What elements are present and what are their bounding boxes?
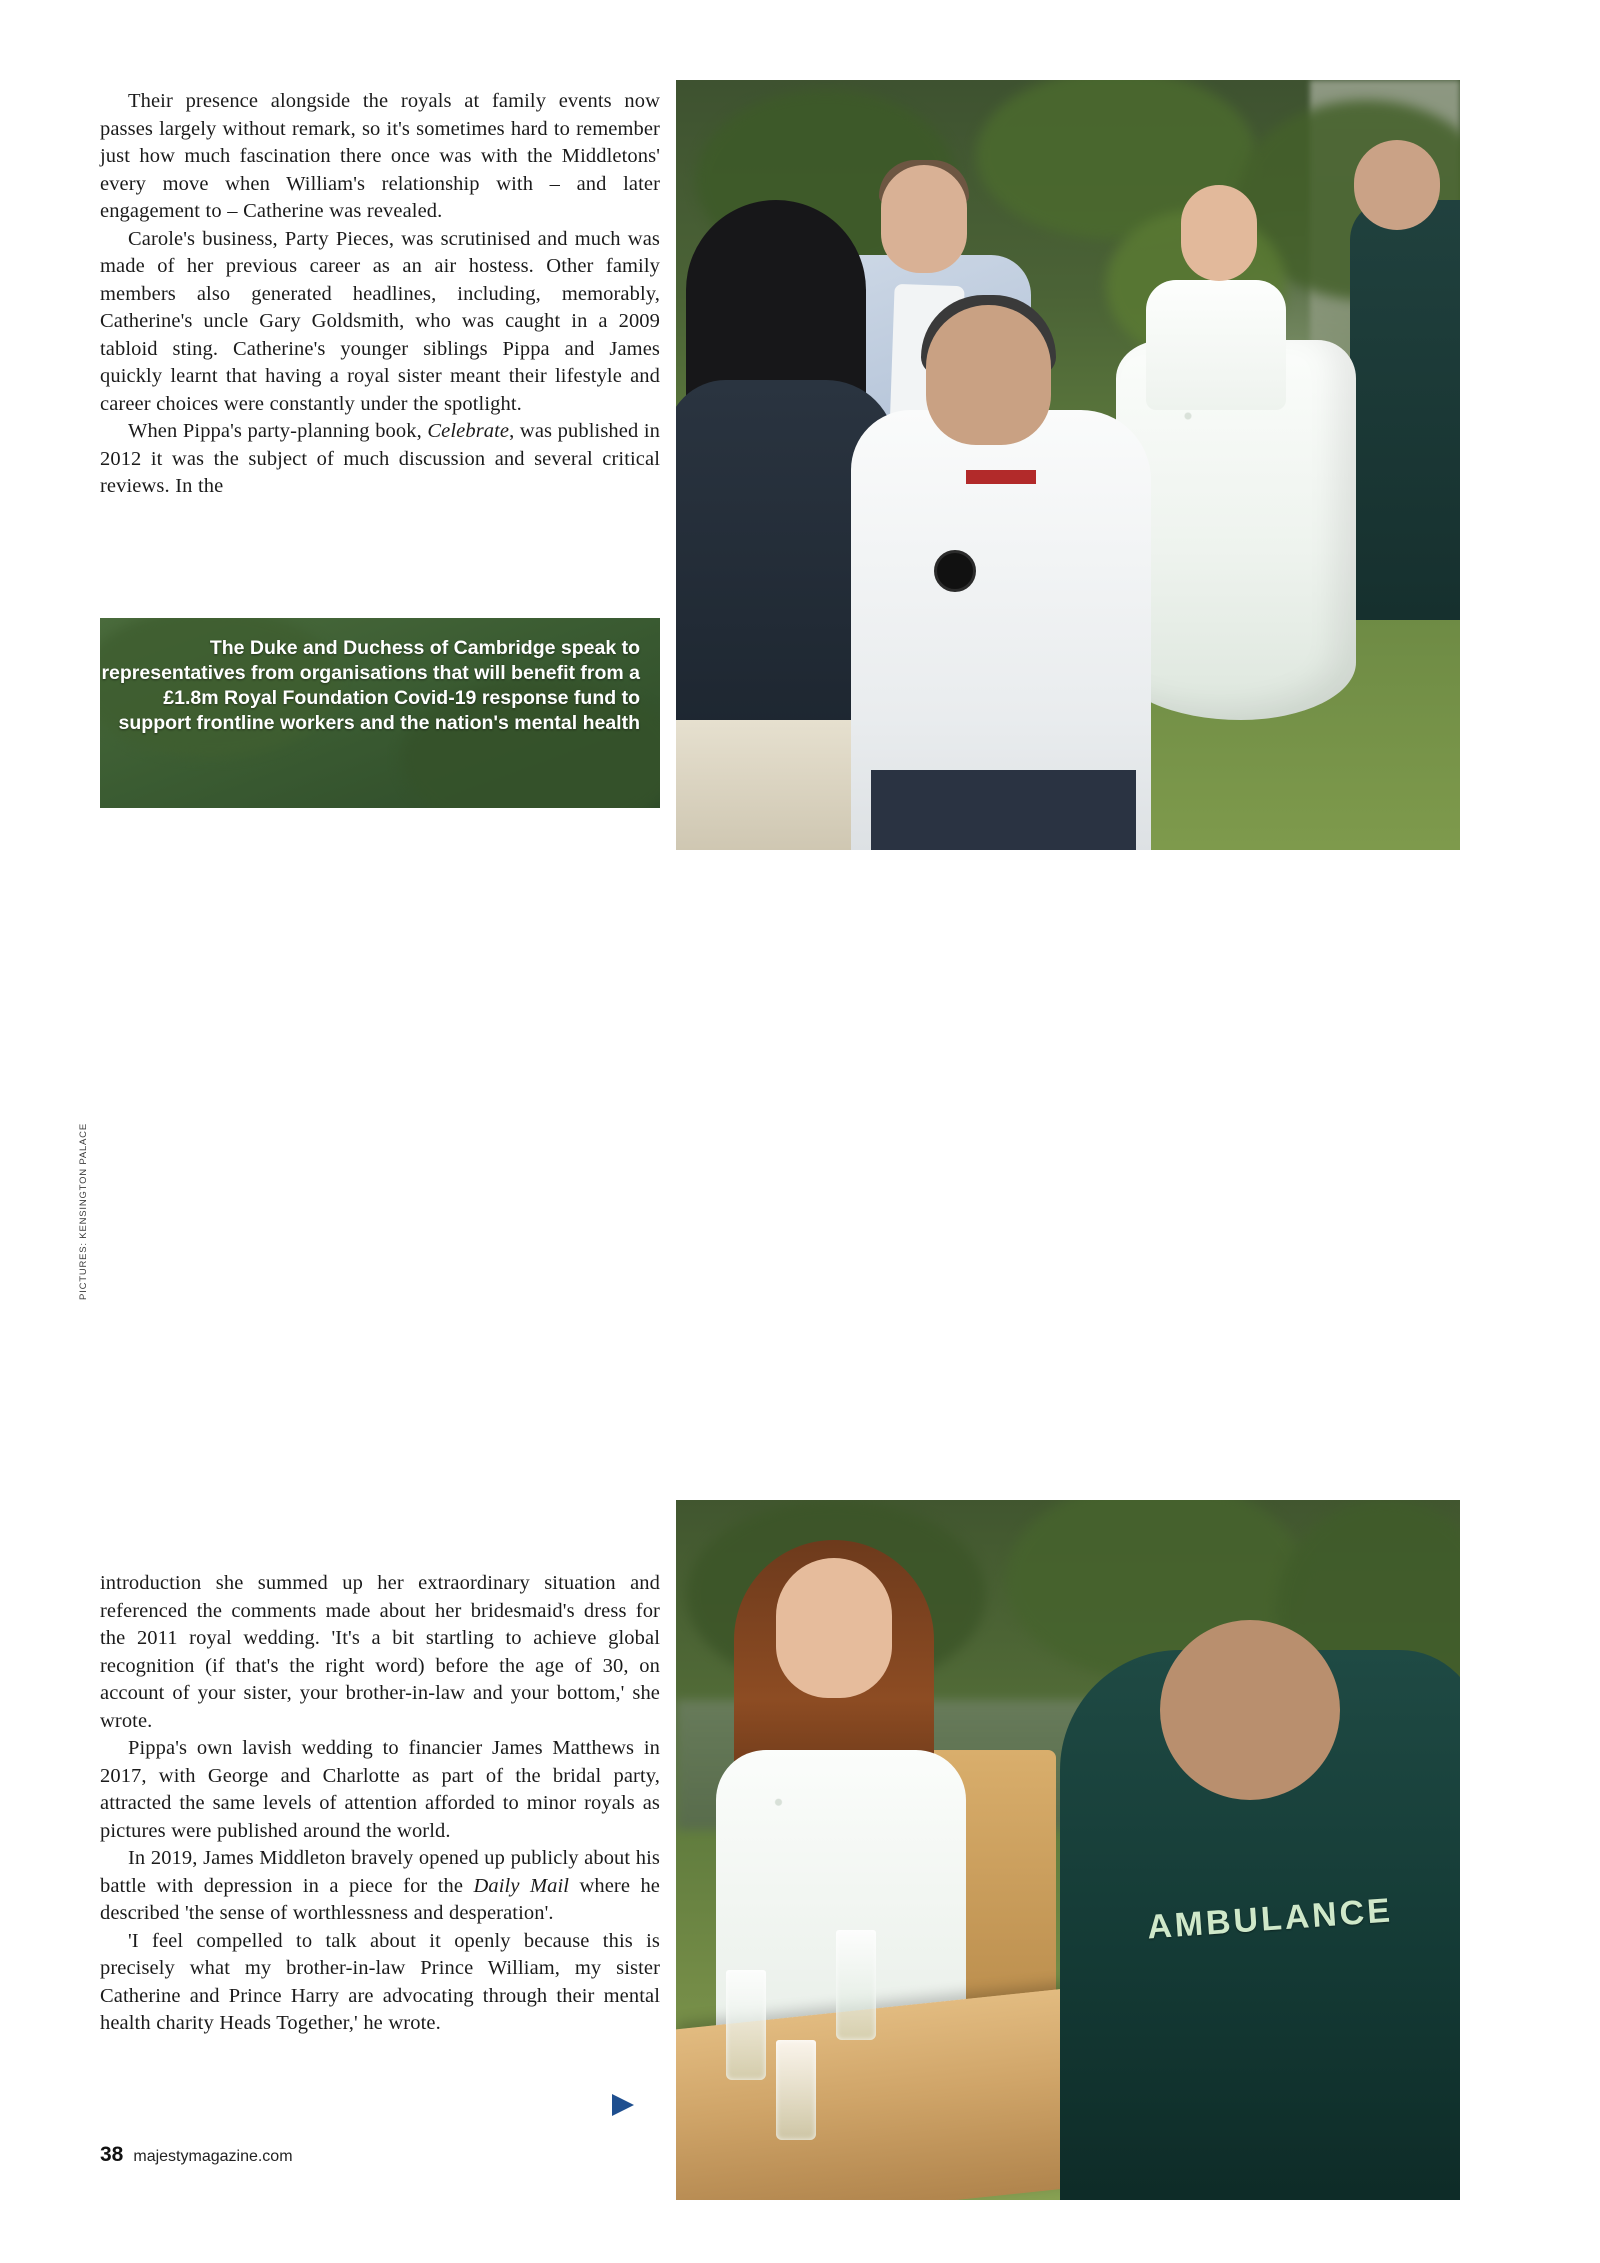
table-leg [400,980,416,1160]
person-trousers [720,1140,920,1410]
person-shirt [592,900,648,1040]
water-glass [836,1930,876,2040]
person-head [881,165,967,273]
paragraph: introduction she summed up her extraordinary situation and referenced the comments made about her bridesmaid's dress for the 2011 royal wedding. 'It's a bit startling to achieve global recognition (if that's the right word) before the age of 30, on account of your sister, your brother-in-law and your bottom,' she wrote. [100,1572,660,1732]
table-leg [680,972,696,1162]
paragraph [100,418,660,501]
photo-duchess-seated [676,1500,1460,2200]
person-head [590,820,656,900]
person-head [210,870,290,960]
water-glass [472,830,492,888]
person-head [340,840,414,926]
table-leg [800,920,816,1070]
page-footer [100,2143,293,2167]
police-hat [600,845,710,901]
paragraph-part: When Pippa's party-planning book, [128,420,428,442]
paragraph: Carole's business, Party Pieces, was scrutinised and much was made of her previous career as an air hostess. Other family members also generated headlines, including, memorably, Catherine's uncle Gary Goldsmith, who was caught in a 2009 tabloid sting. Catherine's younger siblings Pippa and James quickly learnt that having a royal sister meant their lifestyle and career choices were constantly under the spotlight. [100,227,660,415]
photo-duke-duchess-standing [676,80,1460,850]
paragraph-part: In 2019, James Middleton bravely opened up publicly about his battle with depression in a piece for the [100,1847,660,1897]
garden-chair [1155,940,1345,1240]
table-leg [1080,920,1096,1080]
person-trousers [871,770,1136,850]
paragraph: Their presence alongside the royals at family events now passes largely without remark, so it's sometimes hard to remember just how much fascination there once was with the Middletons' every move when William's relationship with – and later engagement to – Catherine was revealed. [100,90,660,222]
ambulance-uniform-text: AMBULANCE [182,980,288,997]
person-seated-woman [300,910,450,1160]
police-hat-brim [578,888,734,906]
garden-chair [110,950,340,1250]
continue-arrow-icon [612,2094,634,2116]
paragraph: 'I feel compelled to talk about it openly because this is precisely what my brother-in-law Prince William, my sister Catherine and Prince Harry are advocating through their mental health charity Heads Together,' he wrote. [100,1929,660,2034]
wristwatch-icon [934,550,976,592]
page-number: 38 [100,2143,124,2166]
person-head [1354,140,1440,230]
person-hair [292,815,422,935]
photo-caption [100,618,660,808]
person-trousers [390,1140,530,1390]
garden-chair [620,1050,830,1330]
article-text-bottom [100,1570,660,2038]
person-duchess-bodice [1146,280,1286,410]
person-background-right [1350,200,1460,620]
article-text-top [100,88,660,501]
paragraph: Pippa's own lavish wedding to financier James Matthews in 2017, with George and Charlotte as part of the bridal party, attracted the same levels of attention afforded to minor royals as pictures were published around the world. [100,1737,660,1842]
website-url: majestymagazine.com [133,2148,293,2165]
person-trousers [1110,1080,1290,1310]
photo-credit: PICTURES: KENSINGTON PALACE [78,1123,89,1300]
person-head [1160,1620,1340,1800]
person-hair [586,812,660,848]
person-head [1181,185,1257,281]
person-duchess-catherine [980,870,1140,1100]
person-head [926,305,1051,445]
person-paramedic [155,930,335,1210]
photo-caption-text: The Duke and Duchess of Cambridge speak to representatives from organisations that will benefit from a £1.8m Royal Foundation Covid-19 response fund to support frontline workers and the nation's mental health [101,637,640,734]
water-glass [776,2040,816,2140]
water-glass [598,810,616,860]
garden-table-left [327,865,764,985]
publication-title: Daily Mail [473,1874,570,1897]
ambulance-uniform-text: AMBULANCE [1145,1891,1395,1947]
garden-chair [970,970,1160,1220]
officer-lanyard [966,470,1036,484]
paragraph-part: where he described 'the sense of worthlessness and desperation'. [100,1874,660,1924]
person-head [776,1558,892,1698]
person-representative [1130,860,1295,1110]
paragraph [100,1845,660,1928]
book-title: Celebrate [427,420,510,442]
person-trousers [530,1100,710,1360]
person-police-officer [730,900,920,1160]
water-glass [726,1970,766,2080]
person-prince-william [540,890,700,1120]
person-trousers [940,1070,1130,1290]
garden-chair-legs [160,1220,330,1520]
paragraph-part: , was published in 2012 it was the subject of much discussion and several critical reviews. In the [100,420,660,497]
